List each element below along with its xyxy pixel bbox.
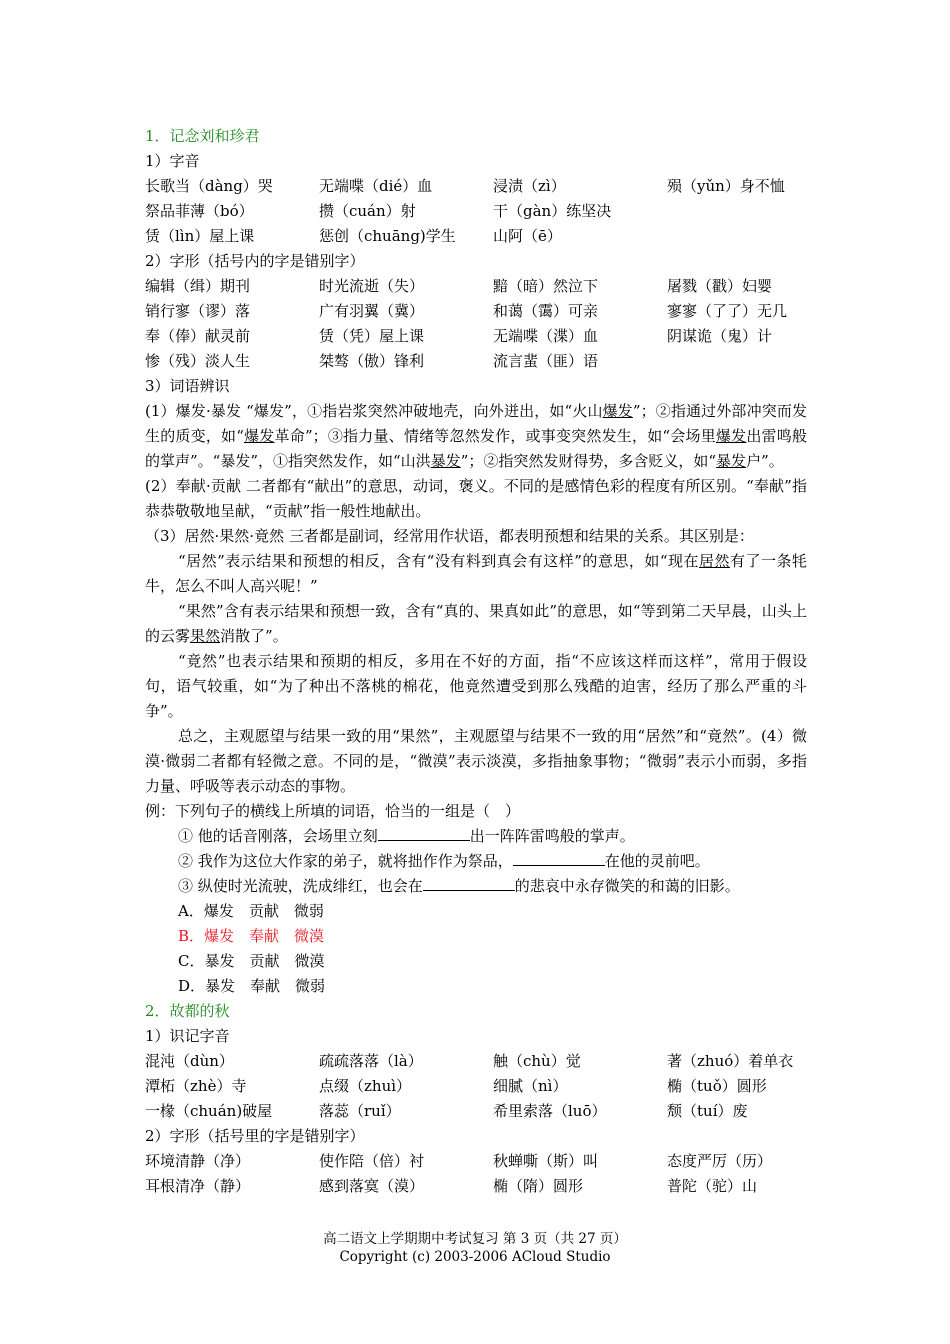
underlined-word: 暴发: [430, 452, 461, 470]
form-item: 奉（俸）献灵前: [145, 327, 251, 345]
pron-item: 一椽（chuán)破屋: [145, 1102, 273, 1120]
form-item: 惨（残）淡人生: [145, 352, 251, 370]
paragraph-summary: [145, 724, 807, 799]
underlined-word: 居然: [699, 552, 730, 570]
form-row: [145, 299, 807, 324]
form-item: 秋蝉嘶（斯）叫: [493, 1152, 599, 1170]
pron-item: 长歌当（dàng）哭: [145, 177, 273, 195]
text-run: 消散了”。: [220, 627, 288, 645]
pron-item: 希里索落（luō）: [493, 1102, 607, 1120]
page-footer: [0, 1230, 950, 1266]
form-row: [145, 324, 807, 349]
paragraph-juran-intro: （3）居然·果然·竟然 三者都是副词，经常用作状语，都表明预想和结果的关系。其区别是：: [145, 527, 754, 545]
pron-row: [145, 174, 807, 199]
section-2-title: 2．故都的秋: [145, 1002, 230, 1020]
form-item: 屠戮（戳）妇婴: [667, 277, 773, 295]
pron-row: [145, 224, 807, 249]
pron-row: [145, 199, 807, 224]
underlined-word: 果然: [190, 627, 221, 645]
text-run: ③ 纵使时光流驶，洗成绯红，也会在: [178, 877, 423, 895]
pron-item: 浸渍（zì）: [493, 177, 566, 195]
section-2-sub-glyph: 2）字形（括号里的字是错别字）: [145, 1127, 365, 1145]
section-1-sub-pronunciation: 1）字音: [145, 152, 200, 170]
pron-item: 疏疏落落（là）: [319, 1052, 423, 1070]
paragraph-guoran: [145, 599, 807, 649]
text-run: 在他的灵前吧。: [604, 852, 710, 870]
text-run: ”；②指通过外部冲突而发生的质变，如“: [145, 402, 807, 445]
fill-blank: [513, 849, 605, 866]
pron-item: 混沌（dùn）: [145, 1052, 234, 1070]
form-item: 无端喋（渫）血: [493, 327, 599, 345]
form-row: [145, 1174, 807, 1199]
text-run: 户”。: [746, 452, 784, 470]
pron-row: [145, 1049, 807, 1074]
footer-copyright: Copyright (c) 2003-2006 ACloud Studio: [339, 1249, 611, 1265]
form-item: 黯（暗）然泣下: [493, 277, 599, 295]
form-item: 编辑（缉）期刊: [145, 277, 251, 295]
text-run: ① 他的话音刚落，会场里立刻: [178, 827, 378, 845]
underlined-word: 爆发: [715, 427, 747, 445]
text-run: “果然”含有表示结果和预想一致，含有“真的、果真如此”的意思，如“等到第二天早晨，山头上的云雾: [145, 602, 807, 645]
form-item: 椭（隋）圆形: [493, 1177, 584, 1195]
text-run: 革命”；③指力量、情绪等忽然发作，或事变突然发生，如“会场里: [274, 427, 716, 445]
pron-row: [145, 1099, 807, 1124]
section-1-sub-glyph: 2）字形（括号内的字是错别字）: [145, 252, 365, 270]
paragraph-fengxian: (2）奉献·贡献 二者都有“献出”的意思，动词，褒义。不同的是感情色彩的程度有所区别。“奉献”指恭恭敬敬地呈献，“贡献”指一般性地献出。: [145, 477, 807, 520]
option-a: A．爆发 贡献 微弱: [178, 902, 324, 920]
pron-row: [145, 1074, 807, 1099]
example-sentence-3: [145, 874, 807, 899]
form-row: [145, 349, 807, 374]
example-sentence-1: [145, 824, 807, 849]
text-run: “竟然”也表示结果和预期的相反，多用在不好的方面，指“不应该这样而这样”，常用于假设句，语气较重，如“为了种出不落桃的棉花，他竟然遭受到那么残酷的迫害，经历了那么严重的斗争”。: [145, 652, 807, 720]
form-item: 感到落寞（漠）: [319, 1177, 425, 1195]
text-run: 出一阵阵雷鸣般的掌声。: [469, 827, 635, 845]
pron-item: 著（zhuó）着单衣: [667, 1052, 794, 1070]
pron-item: 颓（tuí）废: [667, 1102, 748, 1120]
form-item: 环境清静（净）: [145, 1152, 251, 1170]
example-question: 例：下列句子的横线上所填的词语，恰当的一组是（ ）: [145, 802, 521, 820]
option-b-answer: B．爆发 奉献 微漠: [178, 927, 325, 945]
paragraph-jingran: [145, 649, 807, 724]
underlined-word: 暴发: [716, 452, 747, 470]
text-run: “居然”表示结果和预想的相反，含有“没有料到真会有这样”的意思，如“现在: [178, 552, 700, 570]
pron-item: 点缀（zhuì）: [319, 1077, 412, 1095]
section-2-sub-pronunciation: 1）识记字音: [145, 1027, 230, 1045]
form-item: 时光流逝（失）: [319, 277, 425, 295]
form-item: 和蔼（霭）可亲: [493, 302, 599, 320]
pron-item: 攒（cuán）射: [319, 202, 416, 220]
option-d: D．暴发 奉献 微弱: [178, 977, 326, 995]
form-item: 赁（凭）屋上课: [319, 327, 425, 345]
option-c: C．暴发 贡献 微漠: [178, 952, 325, 970]
form-item: 桀骜（傲）锋利: [319, 352, 425, 370]
section-1-title: 1．记念刘和珍君: [145, 127, 260, 145]
text-run: 总之，主观愿望与结果一致的用“果然”，主观愿望与结果不一致的用“居然”和“竟然”。(4）微漠·微弱二者都有轻微之意。不同的是，“微漠”表示淡漠，多指抽象事物；“微弱”表示小而弱，多指力量、呼吸等表示动态的事物。: [145, 727, 807, 795]
pron-item: 椭（tuǒ）圆形: [667, 1077, 767, 1095]
pron-item: 干（gàn）练坚决: [493, 202, 612, 220]
underlined-word: 爆发: [602, 402, 633, 420]
paragraph-baofa: [145, 399, 807, 474]
form-item: 阴谋诡（鬼）计: [667, 327, 773, 345]
pron-item: 触（chù）觉: [493, 1052, 581, 1070]
form-item: 态度严厉（历）: [667, 1152, 773, 1170]
text-run: (1）爆发·暴发 “爆发”，①指岩浆突然冲破地壳，向外迸出，如“火山: [145, 402, 603, 420]
form-item: 耳根清净（静）: [145, 1177, 251, 1195]
example-sentence-2: [145, 849, 807, 874]
form-row: [145, 1149, 807, 1174]
form-item: 广有羽翼（冀）: [319, 302, 425, 320]
text-run: 的悲哀中永存微笑的和蔼的旧影。: [514, 877, 740, 895]
document-body: [145, 124, 807, 1199]
text-run: ”；②指突然发财得势，多含贬义，如“: [460, 452, 717, 470]
form-item: 寥寥（了了）无几: [667, 302, 788, 320]
text-run: 出雷鸣般的掌声”。“暴发”，①指突然发作，如“山洪: [145, 427, 807, 470]
text-run: ② 我作为这位大作家的弟子，就将拙作作为祭品，: [178, 852, 513, 870]
form-row: [145, 274, 807, 299]
section-1-sub-words: 3）词语辨识: [145, 377, 230, 395]
pron-item: 殒（yǔn）身不恤: [667, 177, 785, 195]
form-item: 销行寥（谬）落: [145, 302, 251, 320]
pron-item: 细腻（nì）: [493, 1077, 568, 1095]
form-item: 使作陪（倍）衬: [319, 1152, 425, 1170]
fill-blank: [378, 824, 470, 841]
pron-item: 祭品菲薄（bó）: [145, 202, 254, 220]
underlined-word: 爆发: [243, 427, 275, 445]
text-run: 有了一条牦牛，怎么不叫人高兴呢！”: [145, 552, 807, 595]
form-item: 普陀（驼）山: [667, 1177, 758, 1195]
pron-item: 无端喋（dié）血: [319, 177, 433, 195]
pron-item: 落蕊（ruǐ）: [319, 1102, 401, 1120]
fill-blank: [423, 874, 515, 891]
form-item: 流言蜚（匪）语: [493, 352, 599, 370]
pron-item: 惩创（chuāng)学生: [319, 227, 456, 245]
pron-item: 赁（lìn）屋上课: [145, 227, 255, 245]
paragraph-juran: [145, 549, 807, 599]
pron-item: 山阿（ē）: [493, 227, 562, 245]
footer-page-info: 高二语文上学期期中考试复习 第 3 页（共 27 页）: [323, 1231, 627, 1247]
pron-item: 潭柘（zhè）寺: [145, 1077, 247, 1095]
